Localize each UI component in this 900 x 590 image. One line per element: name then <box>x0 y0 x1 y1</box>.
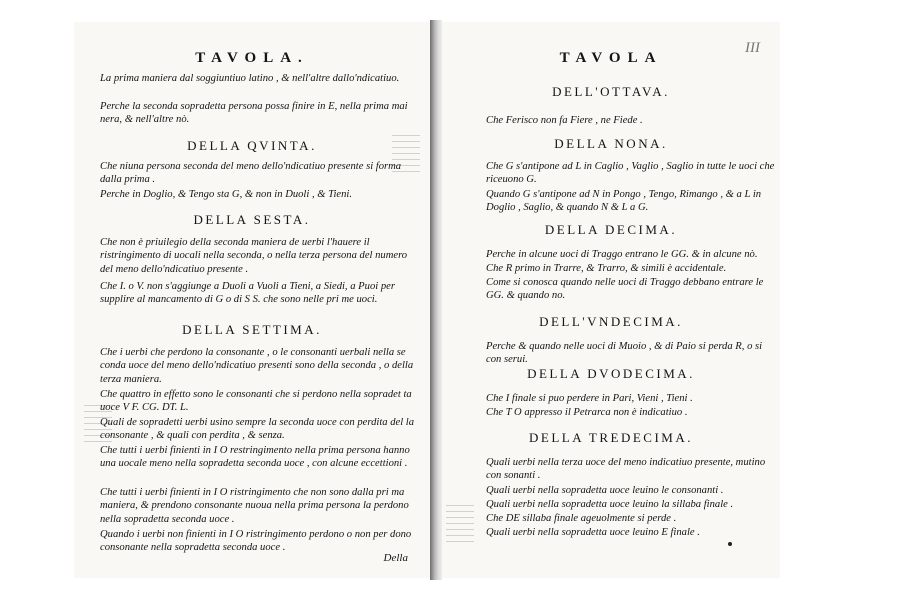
entry: Che DE sillaba finale ageuolmente si perde . <box>486 513 677 524</box>
entry: Quali uerbi nella sopradetta uoce leuino E finale . <box>486 527 700 538</box>
right-page <box>442 22 780 578</box>
entry: Che niuna persona seconda del meno dello'ndicatiuo presente si forma dalla prima . <box>100 161 402 186</box>
section-title: DELLA NONA. <box>554 136 668 151</box>
catchword: Della <box>383 552 408 564</box>
entry: Che Ferisco non fa Fiere , ne Fiede . <box>486 115 643 126</box>
entry: Che I. o V. non s'aggiunge a Duoli a Vuoli a Tieni, a Siedi, a Puoi per supplire al mancamento di G o di S S. che sono nelle pri me uoci. <box>100 281 395 306</box>
page-header: TAVOLA <box>559 50 663 66</box>
entry: Quando i uerbi non finienti in I O ristringimento perdono o non per dono consonante nella sopradetta seconda uoce . <box>100 529 412 554</box>
section-title: DELL'VNDECIMA. <box>539 314 683 329</box>
entry: Quali uerbi nella sopradetta uoce leuino le consonanti . <box>486 485 724 496</box>
ink-bleed <box>446 502 474 542</box>
section-title: DELL'OTTAVA. <box>552 84 670 99</box>
entry: Che G s'antipone ad L in Caglio , Vaglio , Saglio in tutte le uoci che riceuono G. <box>486 161 775 186</box>
section-title: DELLA DVODECIMA. <box>527 366 695 381</box>
entry: Perche in Doglio, & Tengo sta G, & non in Duoli , & Tieni. <box>100 189 352 200</box>
left-page <box>74 22 430 578</box>
book-gutter <box>430 20 442 580</box>
entry: Che i uerbi che perdono la consonante , o le consonanti uerbali nella se conda uoce del meno dello'ndicatiuo presenti sono della seconda , o della terza maniera. <box>100 347 414 385</box>
entry: Che non è priuilegio della seconda maniera de uerbi l'hauere il ristringimento di uocali nella seconda, o nella terza persona del numero del meno dello'ndicatiuo presente . <box>100 237 408 275</box>
entry: Perche in alcune uoci di Traggo entrano le GG. & in alcune nò. <box>486 249 758 260</box>
entry: Quali uerbi nella sopradetta uoce leuino la sillaba finale . <box>486 499 734 510</box>
section-title: DELLA TREDECIMA. <box>529 430 693 445</box>
section-title: DELLA SETTIMA. <box>182 322 322 337</box>
section-title: DELLA SESTA. <box>193 212 311 227</box>
ink-dot <box>728 542 732 546</box>
entry: Quando G s'antipone ad N in Pongo , Tengo, Rimango , & a L in Doglio , Saglio, & quando N & L a G. <box>486 189 762 214</box>
section-title: DELLA QVINTA. <box>187 138 317 153</box>
entry: Quali de sopradetti uerbi usino sempre la seconda uoce con perdita del la consonante , & quali con perdita , & senza. <box>100 417 415 442</box>
entry: Che tutti i uerbi finienti in I O ristringimento che non sono dalla pri ma maniera, & prendono consonante nuoua nella prima persona la perdono nella sopradetta seconda uoce . <box>100 487 409 525</box>
folio-mark: III <box>745 40 760 56</box>
entry: Come si conosca quando nelle uoci di Traggo debbano entrare le GG. & quando no. <box>486 277 764 302</box>
entry: Che R primo in Trarre, & Trarro, & simili è accidentale. <box>486 263 727 274</box>
entry: La prima maniera dal soggiuntiuo latino , & nell'altre dallo'ndicatiuo. <box>100 73 400 84</box>
section-title: DELLA DECIMA. <box>544 222 678 237</box>
entry: Quali uerbi nella terza uoce del meno indicatiuo presente, mutino con sonanti . <box>486 457 766 482</box>
entry: Che tutti i uerbi finienti in I O restringimento nella prima persona hanno una uocale meno nella sopradetta seconda uoce , con alcune eccettioni . <box>100 445 410 470</box>
page-header: TAVOLA. <box>195 50 309 66</box>
entry: Perche & quando nelle uoci di Muoio , & di Paio si perda R, o si con serui. <box>486 341 763 366</box>
entry: Che T O appresso il Petrarca non è indicatiuo . <box>486 407 688 418</box>
entry: Perche la seconda sopradetta persona possa finire in E, nella prima mai nera, & nell'altre nò. <box>100 101 408 126</box>
entry: Che quattro in effetto sono le consonanti che si perdono nella sopradet ta uoce V F. CG. DT. L. <box>100 389 412 414</box>
entry: Che I finale si puo perdere in Pari, Vieni , Tieni . <box>486 393 693 404</box>
